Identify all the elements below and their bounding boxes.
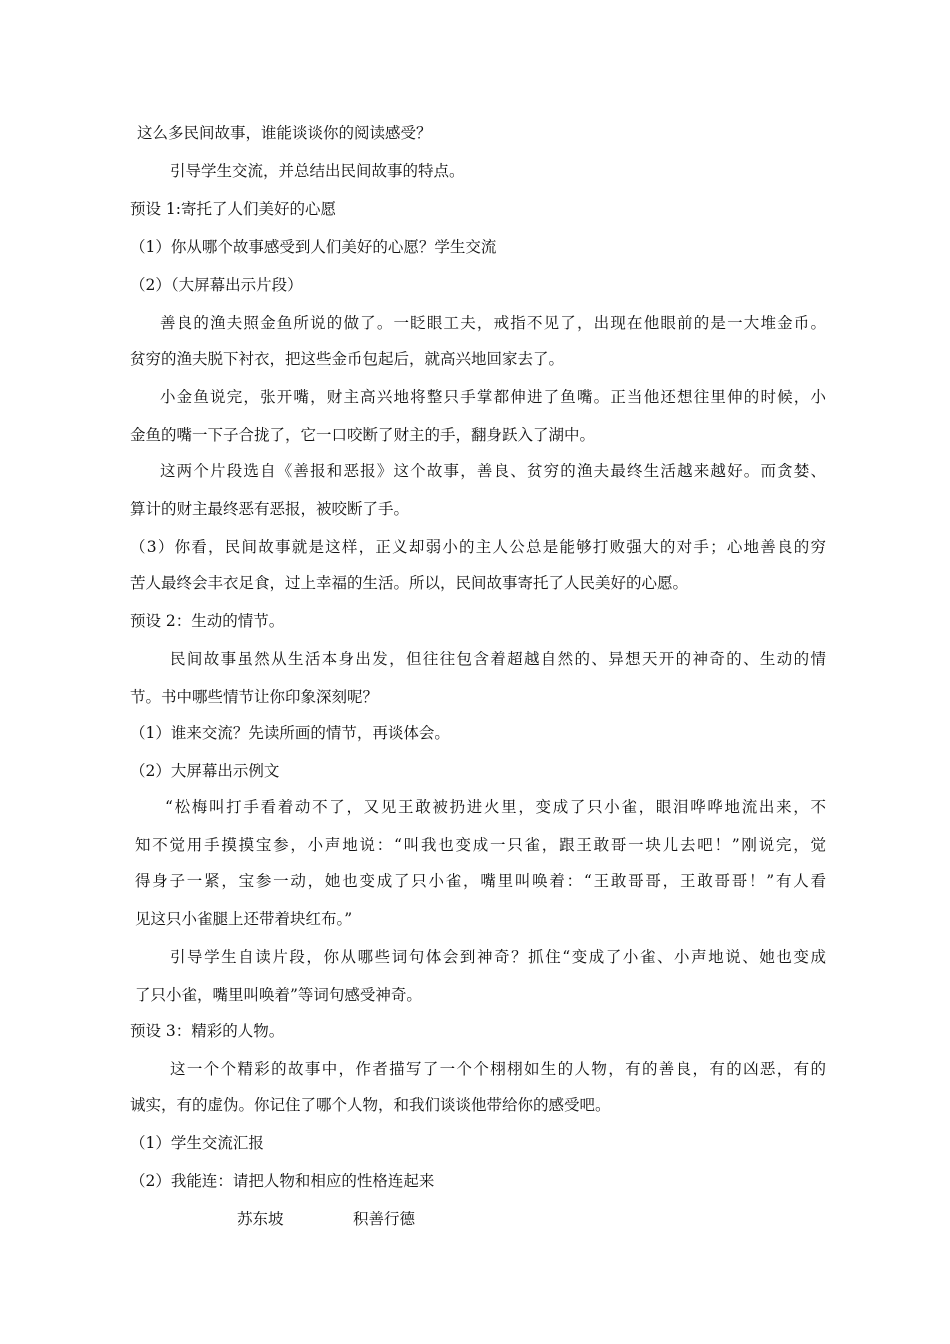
match-left-item: 苏东坡	[237, 1210, 284, 1228]
text-line: 见这只小雀腿上还带着块红布。”	[135, 910, 353, 928]
text-line: 了只小雀，嘴里叫唤着”等词句感受神奇。	[135, 986, 422, 1004]
text-line: （2）我能连：请把人物和相应的性格连起来	[130, 1172, 435, 1190]
text-line: 这么多民间故事，谁能谈谈你的阅读感受？	[137, 124, 432, 142]
text-line: 引导学生交流，并总结出民间故事的特点。	[170, 162, 465, 180]
text-line: 得身子一紧，宝参一动，她也变成了只小雀，嘴里叫唤着：“王敢哥哥，王敢哥哥！”有人看	[135, 872, 826, 890]
text-line: 民间故事虽然从生活本身出发，但往往包含着超越自然的、异想天开的神奇的、生动的情	[170, 650, 826, 668]
text-line: （2）大屏幕出示例文	[130, 762, 280, 780]
text-line: 知不觉用手摸摸宝参，小声地说：“叫我也变成一只雀，跟王敢哥一块儿去吧！”刚说完，觉	[135, 836, 826, 854]
text-line: （1）你从哪个故事感受到人们美好的心愿？学生交流	[130, 238, 497, 256]
text-line: （1）谁来交流？先读所画的情节，再谈体会。	[130, 724, 450, 742]
text-line: 诚实，有的虚伪。你记住了哪个人物，和我们谈谈他带给你的感受吧。	[130, 1096, 611, 1114]
text-line: 善良的渔夫照金鱼所说的做了。一眨眼工夫，戒指不见了，出现在他眼前的是一大堆金币。	[160, 314, 826, 332]
text-line: （1）学生交流汇报	[130, 1134, 264, 1152]
text-line: 引导学生自读片段，你从哪些词句体会到神奇？抓住“变成了小雀、小声地说、她也变成	[170, 948, 826, 966]
text-line: 小金鱼说完，张开嘴，财主高兴地将整只手掌都伸进了鱼嘴。正当他还想往里伸的时候，小	[160, 388, 826, 406]
heading-preset-1: 预设 1:寄托了人们美好的心愿	[130, 200, 337, 218]
text-line: （2）（大屏幕出示片段）	[130, 276, 303, 294]
heading-preset-3: 预设 3：精彩的人物。	[130, 1022, 285, 1040]
text-line: 算计的财主最终恶有恶报，被咬断了手。	[130, 500, 410, 518]
text-line: 贫穷的渔夫脱下衬衣，把这些金币包起后，就高兴地回家去了。	[130, 350, 565, 368]
text-line: 这一个个精彩的故事中，作者描写了一个个栩栩如生的人物，有的善良，有的凶恶，有的	[170, 1060, 826, 1078]
heading-preset-2: 预设 2：生动的情节。	[130, 612, 285, 630]
text-line: （3）你看，民间故事就是这样，正义却弱小的主人公总是能够打败强大的对手；心地善良的穷	[130, 538, 826, 556]
text-line: 节。书中哪些情节让你印象深刻呢？	[130, 688, 379, 706]
text-line: 金鱼的嘴一下子合拢了，它一口咬断了财主的手，翻身跃入了湖中。	[130, 426, 596, 444]
text-line: “松梅叫打手看着动不了，又见王敢被扔进火里，变成了只小雀，眼泪哗哗地流出来，不	[165, 798, 826, 816]
text-line: 苦人最终会丰衣足食，过上幸福的生活。所以，民间故事寄托了人民美好的心愿。	[130, 574, 689, 592]
text-line: 这两个片段选自《善报和恶报》这个故事，善良、贫穷的渔夫最终生活越来越好。而贪婪、	[160, 462, 826, 480]
match-right-item: 积善行德	[353, 1210, 416, 1228]
